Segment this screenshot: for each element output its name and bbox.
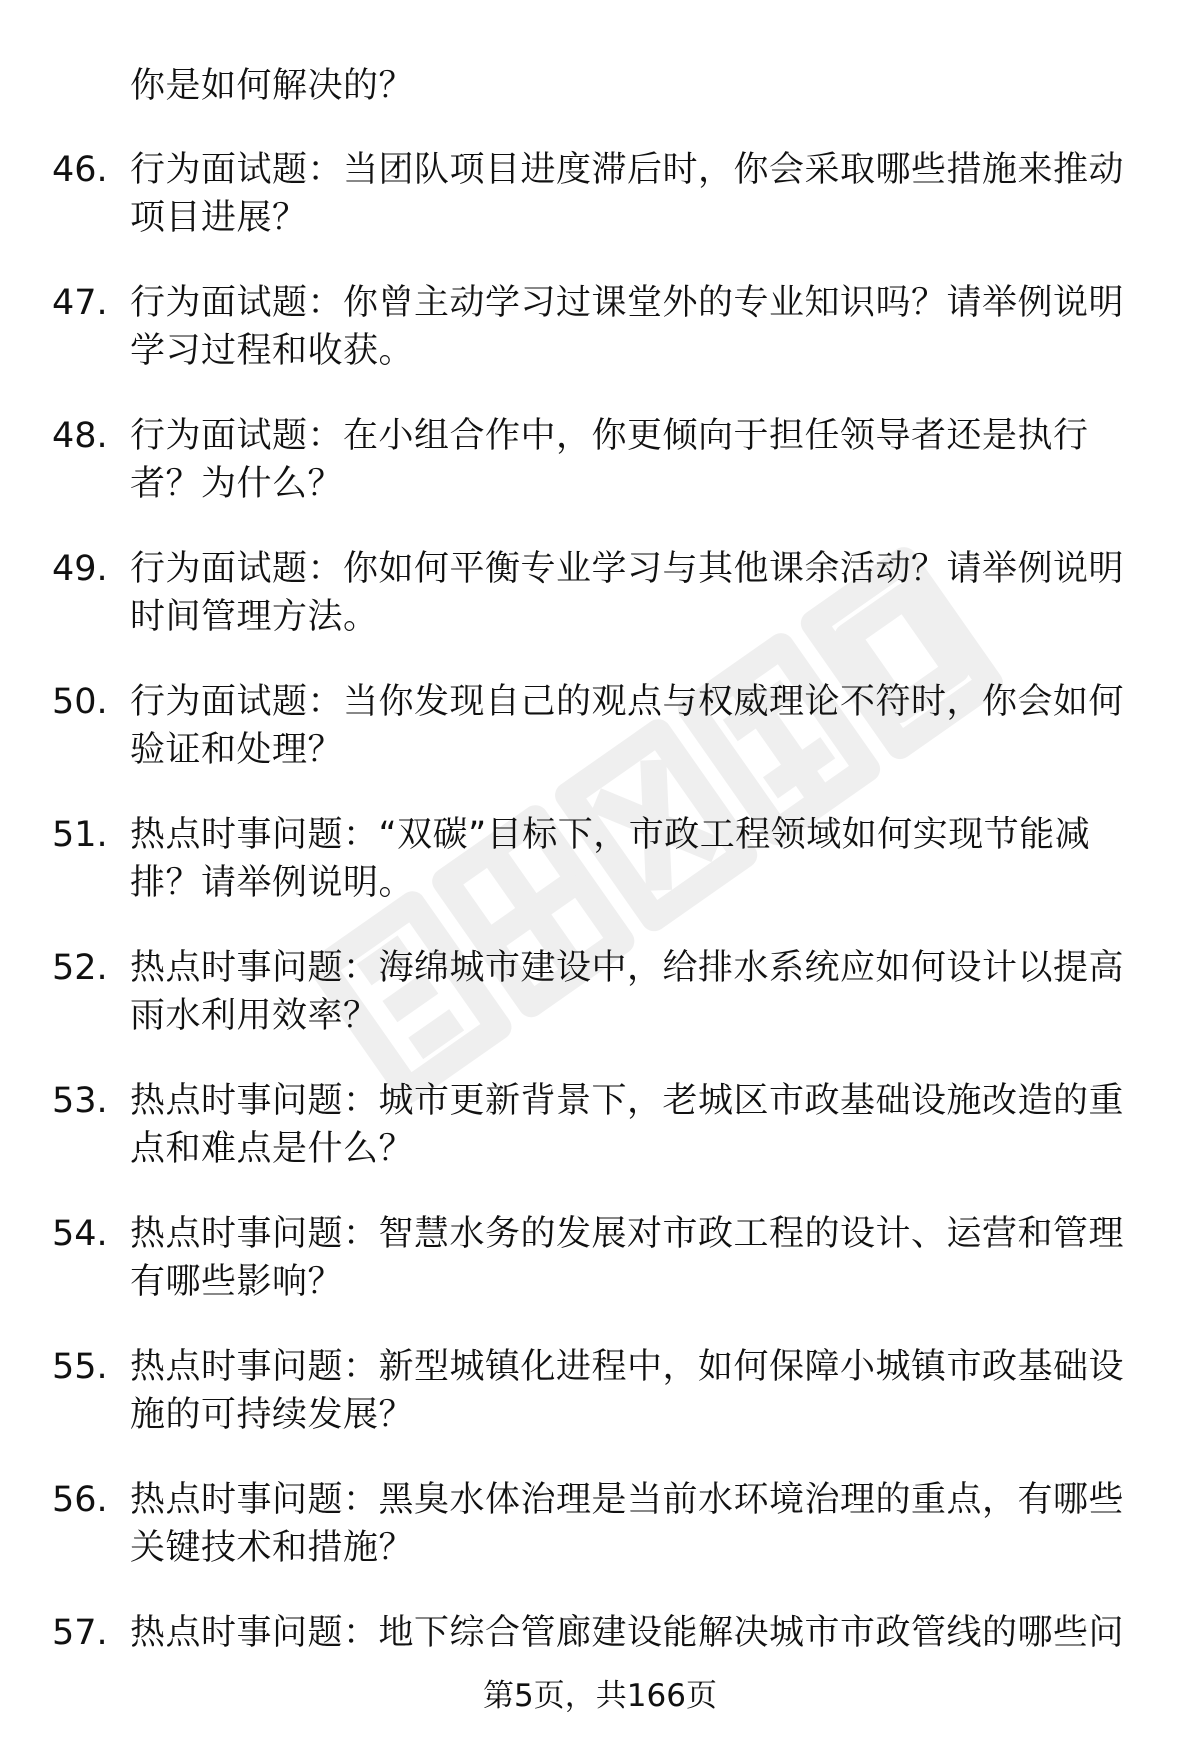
question-text: 热点时事问题：海绵城市建设中，给排水系统应如何设计以提高雨水利用效率？	[130, 948, 1125, 1036]
question-item	[52, 1609, 1152, 1657]
page-footer: 第5页，共166页	[483, 1678, 717, 1714]
question-number: 54.	[52, 1214, 108, 1254]
question-text: 热点时事问题：新型城镇化进程中，如何保障小城镇市政基础设施的可持续发展？	[130, 1347, 1125, 1435]
question-text: 行为面试题：你如何平衡专业学习与其他课余活动？请举例说明时间管理方法。	[130, 549, 1125, 637]
question-text: 热点时事问题：城市更新背景下，老城区市政基础设施改造的重点和难点是什么？	[130, 1081, 1125, 1169]
question-item	[52, 146, 1152, 242]
question-text: 热点时事问题：黑臭水体治理是当前水环境治理的重点，有哪些关键技术和措施？	[130, 1480, 1125, 1568]
question-item	[52, 1343, 1152, 1439]
question-number: 50.	[52, 682, 108, 722]
question-text: 行为面试题：当团队项目进度滞后时，你会采取哪些措施来推动项目进展？	[130, 150, 1125, 238]
question-number: 51.	[52, 815, 108, 855]
question-item	[52, 944, 1152, 1040]
question-text: 行为面试题：你曾主动学习过课堂外的专业知识吗？请举例说明学习过程和收获。	[130, 283, 1125, 371]
question-text: 热点时事问题：“双碳”目标下，市政工程领域如何实现节能减排？请举例说明。	[130, 815, 1091, 903]
question-text: 热点时事问题：智慧水务的发展对市政工程的设计、运营和管理有哪些影响？	[130, 1214, 1125, 1302]
question-number: 57.	[52, 1613, 108, 1653]
question-item	[52, 1476, 1152, 1572]
question-number: 52.	[52, 948, 108, 988]
question-list	[52, 146, 1152, 1694]
question-number: 49.	[52, 549, 108, 589]
question-text: 热点时事问题：地下综合管廊建设能解决城市市政管线的哪些问	[130, 1613, 1125, 1653]
question-item	[52, 545, 1152, 641]
question-number: 56.	[52, 1480, 108, 1520]
question-item	[52, 678, 1152, 774]
continuation-text: 你是如何解决的？	[130, 66, 415, 106]
question-number: 46.	[52, 150, 108, 190]
question-item	[52, 279, 1152, 375]
question-text: 行为面试题：当你发现自己的观点与权威理论不符时，你会如何验证和处理？	[130, 682, 1125, 770]
question-item	[52, 1077, 1152, 1173]
question-item	[52, 412, 1152, 508]
question-number: 48.	[52, 416, 108, 456]
question-item	[52, 811, 1152, 907]
question-number: 53.	[52, 1081, 108, 1121]
question-text: 行为面试题：在小组合作中，你更倾向于担任领导者还是执行者？为什么？	[130, 416, 1089, 504]
question-number: 47.	[52, 283, 108, 323]
question-item	[52, 1210, 1152, 1306]
question-number: 55.	[52, 1347, 108, 1387]
